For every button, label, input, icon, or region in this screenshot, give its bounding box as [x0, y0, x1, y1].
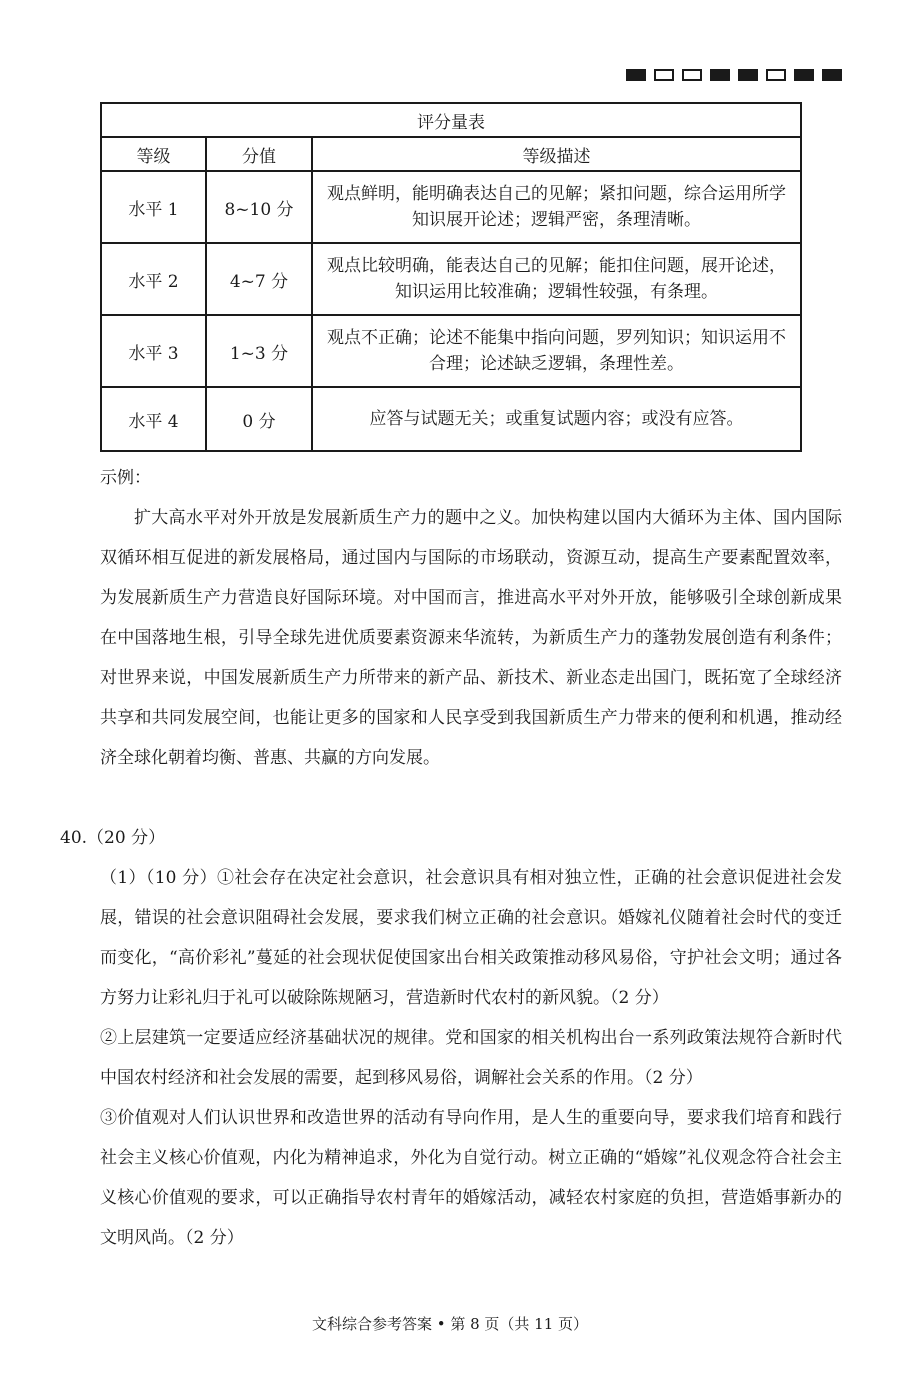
desc-cell: 观点比较明确，能表达自己的见解；能扣住问题，展开论述，知识运用比较准确；逻辑性较强，有条理。 — [312, 243, 801, 315]
answer-paragraph-3: ③价值观对人们认识世界和改造世界的活动有导向作用，是人生的重要向导，要求我们培育和践行社会主义核心价值观，内化为精神追求，外化为自觉行动。树立正确的“婚嫁”礼仪观念符合社会主义核心价值观的要求，可以正确指导农村青年的婚嫁活动，减轻农村家庭的负担，营造婚事新办的文明风尚。（2 分） — [100, 1108, 842, 1248]
header-mark — [626, 69, 646, 81]
question-40-title: 40.（20 分） — [60, 828, 166, 848]
score-cell: 1~3 分 — [206, 315, 312, 387]
example-label: 示例： — [100, 468, 151, 488]
desc-cell: 观点不正确；论述不能集中指向问题，罗列知识；知识运用不合理；论述缺乏逻辑，条理性差。 — [312, 315, 801, 387]
desc-cell: 观点鲜明，能明确表达自己的见解；紧扣问题，综合运用所学知识展开论述；逻辑严密，条理清晰。 — [312, 171, 801, 243]
column-header-desc: 等级描述 — [312, 137, 801, 171]
rubric-caption: 评分量表 — [101, 103, 801, 137]
header-mark — [654, 69, 674, 81]
header-mark — [766, 69, 786, 81]
column-header-level: 等级 — [101, 137, 206, 171]
table-row — [101, 387, 801, 451]
desc-cell: 应答与试题无关；或重复试题内容；或没有应答。 — [312, 387, 801, 451]
score-cell: 0 分 — [206, 387, 312, 451]
header-mark — [710, 69, 730, 81]
level-cell: 水平 3 — [101, 315, 206, 387]
column-header-score: 分值 — [206, 137, 312, 171]
answer-paragraph-1: （1）（10 分）①社会存在决定社会意识，社会意识具有相对独立性，正确的社会意识促进社会发展，错误的社会意识阻碍社会发展，要求我们树立正确的社会意识。婚嫁礼仪随着社会时代的变迁而变化，“高价彩礼”蔓延的社会现状促使国家出台相关政策推动移风易俗，守护社会文明；通过各方努力让彩礼归于礼可以破除陈规陋习，营造新时代农村的新风貌。（2 分） — [100, 868, 842, 1008]
example-section — [100, 458, 842, 778]
score-cell: 8~10 分 — [206, 171, 312, 243]
question-40-answer — [100, 858, 842, 1258]
question-40-title-wrap — [60, 818, 842, 858]
page-footer: 文科综合参考答案 • 第 8 页（共 11 页） — [311, 1315, 589, 1333]
table-row — [101, 243, 801, 315]
header-marks — [626, 69, 842, 81]
example-paragraph: 扩大高水平对外开放是发展新质生产力的题中之义。加快构建以国内大循环为主体、国内国际双循环相互促进的新发展格局，通过国内与国际的市场联动，资源互动，提高生产要素配置效率，为发展新质生产力营造良好国际环境。对中国而言，推进高水平对外开放，能够吸引全球创新成果在中国落地生根，引导全球先进优质要素资源来华流转，为新质生产力的蓬勃发展创造有利条件；对世界来说，中国发展新质生产力所带来的新产品、新技术、新业态走出国门，既拓宽了全球经济共享和共同发展空间，也能让更多的国家和人民享受到我国新质生产力带来的便利和机遇，推动经济全球化朝着均衡、普惠、共赢的方向发展。 — [100, 508, 842, 768]
level-cell: 水平 1 — [101, 171, 206, 243]
rubric-table — [100, 102, 802, 452]
table-row — [101, 171, 801, 243]
level-cell: 水平 4 — [101, 387, 206, 451]
level-cell: 水平 2 — [101, 243, 206, 315]
score-cell: 4~7 分 — [206, 243, 312, 315]
answer-paragraph-2: ②上层建筑一定要适应经济基础状况的规律。党和国家的相关机构出台一系列政策法规符合新时代中国农村经济和社会发展的需要，起到移风易俗，调解社会关系的作用。（2 分） — [100, 1028, 842, 1088]
header-mark — [682, 69, 702, 81]
header-mark — [822, 69, 842, 81]
table-row — [101, 315, 801, 387]
header-mark — [738, 69, 758, 81]
header-mark — [794, 69, 814, 81]
